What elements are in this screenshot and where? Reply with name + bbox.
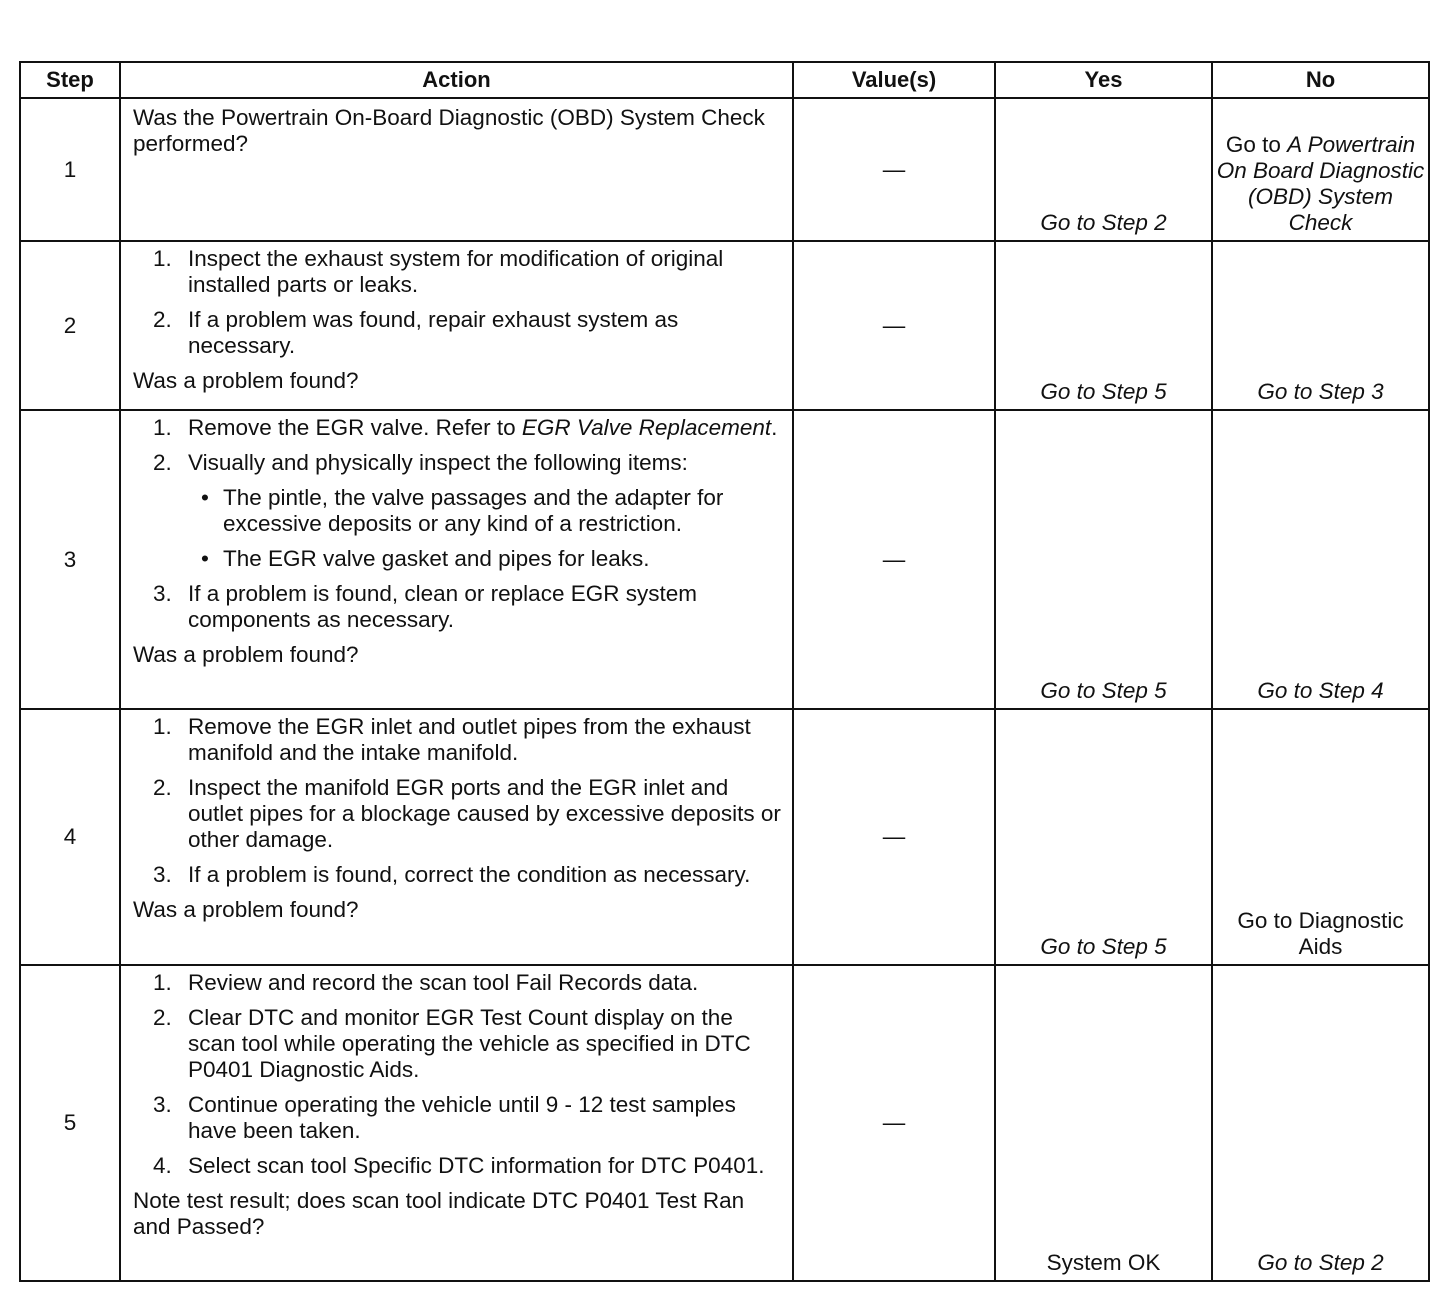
bullet-item: • The pintle, the valve passages and the adapter for excessive deposits or any kind of a restriction. <box>201 485 724 536</box>
step-number: 3 <box>20 410 120 709</box>
header-yes: Yes <box>995 62 1212 98</box>
action-question: Was the Powertrain On-Board Diagnostic (OBD) System Check performed? <box>133 105 765 156</box>
list-item: 2. Visually and physically inspect the following items: • The pintle, the valve passages and the adapter for excessive deposits or any kind of a restriction. • The EGR valve gasket and pipes for leaks. <box>133 450 782 572</box>
no-cell: Go to Diagnostic Aids <box>1212 709 1429 965</box>
value-cell: — <box>793 410 995 709</box>
value-cell: — <box>793 98 995 241</box>
bullet-list <box>188 485 782 572</box>
action-list <box>133 415 782 633</box>
list-item: 1. Review and record the scan tool Fail Records data. <box>153 970 699 995</box>
list-item: 1. Remove the EGR inlet and outlet pipes from the exhaust manifold and the intake manifold. <box>153 714 751 765</box>
list-item: 3. If a problem is found, clean or replace EGR system components as necessary. <box>153 581 697 632</box>
table-row <box>20 965 1429 1281</box>
no-cell: Go to Step 4 <box>1212 410 1429 709</box>
diagnostic-table <box>19 61 1430 1282</box>
yes-cell: System OK <box>995 965 1212 1281</box>
action-list <box>133 246 782 359</box>
action-question: Was a problem found? <box>133 642 359 667</box>
no-prefix: Go to <box>1225 132 1288 157</box>
action-list <box>133 970 782 1179</box>
header-no: No <box>1212 62 1429 98</box>
bullet-item: • The EGR valve gasket and pipes for leaks. <box>201 546 650 571</box>
action-cell <box>120 410 793 709</box>
action-question: Note test result; does scan tool indicate DTC P0401 Test Ran and Passed? <box>133 1188 745 1239</box>
no-cell: Go to Step 2 <box>1212 965 1429 1281</box>
action-cell <box>120 965 793 1281</box>
no-cell <box>1212 98 1429 241</box>
yes-cell: Go to Step 5 <box>995 241 1212 410</box>
action-cell <box>120 241 793 410</box>
value-cell: — <box>793 965 995 1281</box>
step-number: 2 <box>20 241 120 410</box>
value-cell: — <box>793 709 995 965</box>
list-item: 2. If a problem was found, repair exhaust system as necessary. <box>153 307 679 358</box>
list-item: 3. Continue operating the vehicle until 9 - 12 test samples have been taken. <box>153 1092 736 1143</box>
table-row <box>20 410 1429 709</box>
table-row <box>20 241 1429 410</box>
header-step: Step <box>20 62 120 98</box>
yes-cell: Go to Step 5 <box>995 709 1212 965</box>
list-item: 1. Remove the EGR valve. Refer to EGR Valve Replacement. <box>153 415 778 440</box>
action-question: Was a problem found? <box>133 368 359 393</box>
no-cell: Go to Step 3 <box>1212 241 1429 410</box>
header-action: Action <box>120 62 793 98</box>
action-cell <box>120 709 793 965</box>
yes-cell: Go to Step 5 <box>995 410 1212 709</box>
list-item: 2. Clear DTC and monitor EGR Test Count display on the scan tool while operating the vehicle as specified in DTC P0401 Diagnostic Aids. <box>153 1005 751 1082</box>
list-item: 2. Inspect the manifold EGR ports and the EGR inlet and outlet pipes for a blockage caused by excessive deposits or other damage. <box>153 775 781 852</box>
value-cell: — <box>793 241 995 410</box>
step-number: 5 <box>20 965 120 1281</box>
action-list <box>133 714 782 888</box>
header-row <box>20 62 1429 98</box>
action-question: Was a problem found? <box>133 897 359 922</box>
step-number: 1 <box>20 98 120 241</box>
list-item: 1. Inspect the exhaust system for modification of original installed parts or leaks. <box>153 246 724 297</box>
step-number: 4 <box>20 709 120 965</box>
list-item: 3. If a problem is found, correct the condition as necessary. <box>153 862 751 887</box>
action-cell <box>120 98 793 241</box>
table-row <box>20 98 1429 241</box>
yes-cell: Go to Step 2 <box>995 98 1212 241</box>
no-link: A Powertrain On Board Diagnostic (OBD) System Check <box>1216 132 1425 235</box>
header-values: Value(s) <box>793 62 995 98</box>
table-row <box>20 709 1429 965</box>
list-item: 4. Select scan tool Specific DTC information for DTC P0401. <box>153 1153 765 1178</box>
